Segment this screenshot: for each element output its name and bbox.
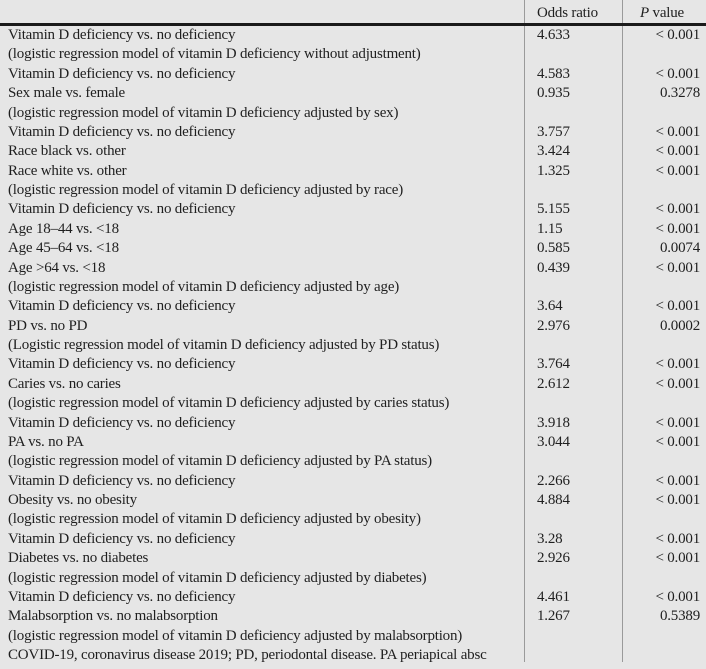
row-odds-ratio-value: 4.583 [537,65,570,82]
row-label: Race white vs. other [8,162,127,179]
row-odds-ratio-value: 3.044 [537,433,570,450]
row-label: (logistic regression model of vitamin D deficiency without adjustment) [8,46,421,63]
row-label: Vitamin D deficiency vs. no deficiency [8,27,236,43]
table-row [0,414,706,433]
table-row [0,530,706,549]
row-p-value: < 0.001 [655,65,700,82]
row-odds-ratio-value [524,336,622,355]
table-row [0,220,706,239]
table-row [0,65,706,84]
row-p-value: < 0.001 [655,259,700,276]
table-row [0,491,706,510]
row-odds-ratio-value: 3.757 [537,123,570,140]
row-p-value [622,45,706,64]
row-label: Age 45–64 vs. <18 [8,240,119,257]
header-empty-cell [0,0,524,23]
row-p-value: 0.5389 [659,608,700,625]
row-odds-ratio-value [524,278,622,297]
table-row [0,549,706,568]
row-label: (logistic regression model of vitamin D deficiency adjusted by race) [8,182,404,198]
row-p-value [622,627,706,646]
row-odds-ratio-value: 4.461 [537,588,570,605]
row-odds-ratio-value [524,104,622,123]
row-odds-ratio-value: 3.424 [537,143,570,160]
row-p-value: < 0.001 [655,433,700,450]
row-p-value: < 0.001 [655,356,700,373]
column-divider-1 [524,0,525,662]
table-row [0,84,706,103]
row-odds-ratio-value: 1.325 [537,162,570,179]
row-label: PD vs. no PD [8,317,88,334]
column-header-p-value [622,0,706,23]
table-row [0,104,706,123]
table-row [0,627,706,646]
row-odds-ratio-value: 5.155 [537,201,570,218]
row-odds-ratio-value [524,569,622,588]
table-body [0,26,706,646]
row-label: Age 18–44 vs. <18 [8,220,119,237]
row-odds-ratio-value [524,394,622,413]
table-row [0,317,706,336]
table-header-row [0,0,706,26]
row-label: (logistic regression model of vitamin D deficiency adjusted by diabetes) [8,569,427,586]
row-odds-ratio-value [524,452,622,471]
table-row [0,452,706,471]
row-label: Vitamin D deficiency vs. no deficiency [8,472,236,489]
row-p-value [622,394,706,413]
row-odds-ratio-value: 3.64 [537,298,563,315]
row-p-value [622,181,706,200]
row-p-value [622,104,706,123]
row-label: Vitamin D deficiency vs. no deficiency [8,298,236,315]
row-label: Race black vs. other [8,143,126,160]
row-p-value: < 0.001 [655,530,700,547]
row-p-value: 0.3278 [659,85,700,102]
footnote-text: COVID-19, coronavirus disease 2019; PD, periodontal disease. PA periapical absc [8,647,487,663]
row-label: Vitamin D deficiency vs. no deficiency [8,414,236,431]
p-value-header-rest: value [648,5,685,21]
row-p-value: < 0.001 [655,27,700,43]
row-p-value: < 0.001 [655,123,700,140]
row-label: Malabsorption vs. no malabsorption [8,608,218,625]
row-odds-ratio-value: 0.935 [537,85,570,102]
row-label: Vitamin D deficiency vs. no deficiency [8,123,236,140]
table-row [0,394,706,413]
table-row [0,607,706,626]
row-odds-ratio-value: 4.884 [537,492,570,508]
row-label: (logistic regression model of vitamin D deficiency adjusted by malabsorption) [8,627,463,644]
column-header-odds-ratio: Odds ratio [537,5,598,21]
row-p-value: 0.0002 [659,317,700,334]
row-p-value: < 0.001 [655,298,700,315]
row-label: (logistic regression model of vitamin D deficiency adjusted by caries status) [8,395,450,412]
row-odds-ratio-value: 2.266 [537,472,570,489]
row-p-value: < 0.001 [655,375,700,392]
row-p-value: < 0.001 [655,162,700,179]
row-p-value: 0.0074 [659,240,700,257]
row-label: (logistic regression model of vitamin D deficiency adjusted by sex) [8,104,399,121]
row-p-value [622,336,706,355]
row-label: Vitamin D deficiency vs. no deficiency [8,201,236,218]
table-row [0,142,706,161]
row-p-value [622,510,706,529]
row-label: Diabetes vs. no diabetes [8,550,149,567]
row-label: Vitamin D deficiency vs. no deficiency [8,65,236,82]
table-row [0,433,706,452]
table-row [0,336,706,355]
row-odds-ratio-value: 3.28 [537,530,563,547]
row-label: Sex male vs. female [8,85,125,102]
row-label: (logistic regression model of vitamin D deficiency adjusted by age) [8,278,400,295]
table-row [0,278,706,297]
row-label: (Logistic regression model of vitamin D deficiency adjusted by PD status) [8,337,440,353]
table-row [0,162,706,181]
row-odds-ratio-value: 2.926 [537,550,570,567]
row-odds-ratio-value: 3.918 [537,414,570,431]
row-label: (logistic regression model of vitamin D deficiency adjusted by PA status) [8,453,432,470]
table-row [0,569,706,588]
row-p-value: < 0.001 [655,492,700,508]
row-odds-ratio-value [524,627,622,646]
table-row [0,297,706,316]
table-row [0,26,706,45]
row-p-value: < 0.001 [655,588,700,605]
table-row [0,239,706,258]
row-odds-ratio-value [524,45,622,64]
row-odds-ratio-value: 3.764 [537,356,570,373]
table-row [0,181,706,200]
row-label: Vitamin D deficiency vs. no deficiency [8,530,236,547]
row-odds-ratio-value: 1.267 [537,608,570,625]
table-footnote-row [0,646,706,665]
row-p-value: < 0.001 [655,220,700,237]
row-odds-ratio-value: 0.439 [537,259,570,276]
table-row [0,355,706,374]
row-p-value: < 0.001 [655,143,700,160]
row-p-value: < 0.001 [655,550,700,567]
row-odds-ratio-value: 1.15 [537,220,563,237]
row-p-value: < 0.001 [655,201,700,218]
row-label: Obesity vs. no obesity [8,492,137,508]
row-odds-ratio-value: 0.585 [537,240,570,257]
row-p-value [622,452,706,471]
p-value-header-italic-p: P [640,5,649,21]
row-odds-ratio-value: 4.633 [537,27,570,43]
table-row [0,200,706,219]
row-odds-ratio-value: 2.612 [537,375,570,392]
row-label: Caries vs. no caries [8,375,121,392]
row-odds-ratio-value [524,510,622,529]
table-row [0,588,706,607]
row-label: PA vs. no PA [8,433,84,450]
table-row [0,123,706,142]
row-p-value: < 0.001 [655,414,700,431]
row-label: Vitamin D deficiency vs. no deficiency [8,588,236,605]
table-row [0,45,706,64]
row-odds-ratio-value [524,181,622,200]
row-odds-ratio-value: 2.976 [537,317,570,334]
table-row [0,259,706,278]
column-divider-2 [622,0,623,662]
row-label: Age >64 vs. <18 [8,259,106,276]
row-label: (logistic regression model of vitamin D deficiency adjusted by obesity) [8,511,421,528]
row-p-value: < 0.001 [655,472,700,489]
table-row [0,375,706,394]
row-p-value [622,569,706,588]
table-row [0,472,706,491]
table-row [0,510,706,529]
row-p-value [622,278,706,297]
row-label: Vitamin D deficiency vs. no deficiency [8,356,236,373]
